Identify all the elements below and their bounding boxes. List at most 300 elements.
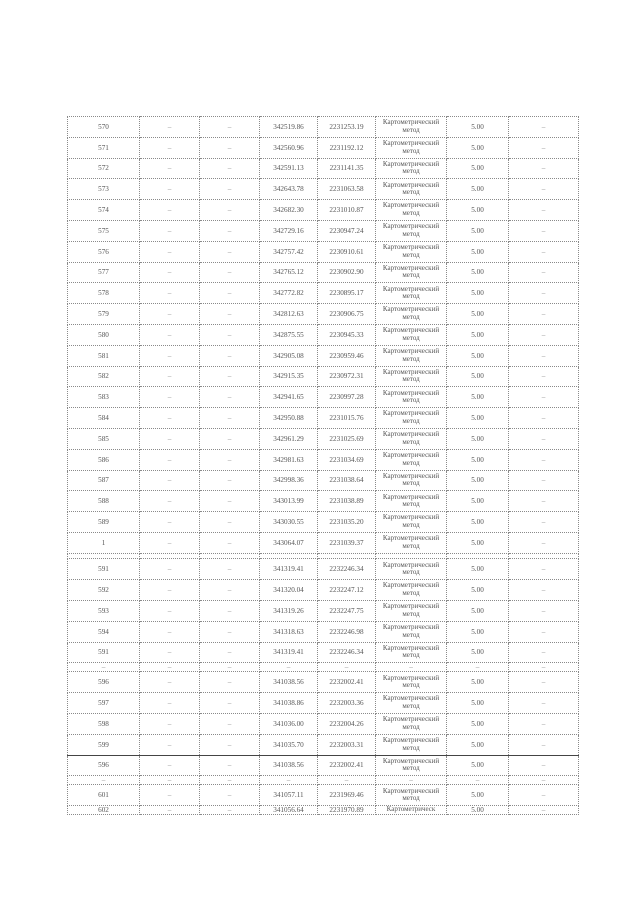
separator-cell: – xyxy=(68,776,140,785)
empty-value-cell: – xyxy=(509,449,579,470)
accuracy-cell: 5.00 xyxy=(447,117,509,138)
point-number-cell: 579 xyxy=(68,304,140,325)
method-cell: Картометрический метод xyxy=(376,345,447,366)
table-row xyxy=(68,283,579,304)
empty-value-cell: – xyxy=(200,449,260,470)
accuracy-cell: 5.00 xyxy=(447,137,509,158)
empty-value-cell: – xyxy=(140,304,200,325)
table-row xyxy=(68,580,579,601)
y-coordinate-cell: 2230910.61 xyxy=(318,241,376,262)
empty-value-cell: – xyxy=(140,559,200,580)
y-coordinate-cell: 2232003.36 xyxy=(318,693,376,714)
empty-value-cell: – xyxy=(200,580,260,601)
empty-value-cell: – xyxy=(509,220,579,241)
method-cell: Картометрический метод xyxy=(376,580,447,601)
method-cell: Картометрический метод xyxy=(376,512,447,533)
method-cell: Картометрический метод xyxy=(376,428,447,449)
y-coordinate-cell: 2231192.12 xyxy=(318,137,376,158)
accuracy-cell: 5.00 xyxy=(447,693,509,714)
x-coordinate-cell: 342643.78 xyxy=(260,179,318,200)
table-row xyxy=(68,428,579,449)
empty-value-cell: – xyxy=(509,491,579,512)
table-row xyxy=(68,600,579,621)
accuracy-cell: 5.00 xyxy=(447,220,509,241)
table-row xyxy=(68,559,579,580)
method-cell: Картометрический метод xyxy=(376,734,447,755)
method-cell: Картометрический метод xyxy=(376,532,447,553)
empty-value-cell: – xyxy=(509,806,579,815)
empty-value-cell: – xyxy=(140,672,200,693)
accuracy-cell: 5.00 xyxy=(447,785,509,806)
empty-value-cell: – xyxy=(140,324,200,345)
point-number-cell: 576 xyxy=(68,241,140,262)
empty-value-cell: – xyxy=(509,512,579,533)
table-row xyxy=(68,324,579,345)
y-coordinate-cell: 2231063.58 xyxy=(318,179,376,200)
empty-value-cell: – xyxy=(140,428,200,449)
empty-value-cell: – xyxy=(509,470,579,491)
table-row xyxy=(68,304,579,325)
empty-value-cell: – xyxy=(140,600,200,621)
y-coordinate-cell: 2230895.17 xyxy=(318,283,376,304)
empty-value-cell: – xyxy=(200,241,260,262)
empty-value-cell: – xyxy=(509,137,579,158)
point-number-cell: 597 xyxy=(68,693,140,714)
y-coordinate-cell: 2231038.64 xyxy=(318,470,376,491)
empty-value-cell: – xyxy=(509,117,579,138)
accuracy-cell: 5.00 xyxy=(447,408,509,429)
method-cell: Картометрический метод xyxy=(376,200,447,221)
empty-value-cell: – xyxy=(140,449,200,470)
empty-value-cell: – xyxy=(509,693,579,714)
empty-value-cell: – xyxy=(509,713,579,734)
method-cell: Картометрический метод xyxy=(376,600,447,621)
accuracy-cell: 5.00 xyxy=(447,491,509,512)
separator-cell: – xyxy=(447,776,509,785)
y-coordinate-cell: 2230947.24 xyxy=(318,220,376,241)
table-row xyxy=(68,345,579,366)
empty-value-cell: – xyxy=(200,117,260,138)
x-coordinate-cell: 343030.55 xyxy=(260,512,318,533)
accuracy-cell: 5.00 xyxy=(447,806,509,815)
x-coordinate-cell: 342812.63 xyxy=(260,304,318,325)
method-cell: Картометрический метод xyxy=(376,755,447,776)
empty-value-cell: – xyxy=(200,491,260,512)
separator-cell: – xyxy=(447,663,509,672)
separator-cell: – xyxy=(509,776,579,785)
point-number-cell: 592 xyxy=(68,580,140,601)
empty-value-cell: – xyxy=(509,387,579,408)
table-row xyxy=(68,200,579,221)
table-row xyxy=(68,734,579,755)
accuracy-cell: 5.00 xyxy=(447,387,509,408)
y-coordinate-cell: 2231025.69 xyxy=(318,428,376,449)
empty-value-cell: – xyxy=(509,283,579,304)
accuracy-cell: 5.00 xyxy=(447,470,509,491)
method-cell: Картометрический метод xyxy=(376,324,447,345)
method-cell: Картометрический метод xyxy=(376,642,447,663)
empty-value-cell: – xyxy=(200,304,260,325)
point-number-cell: 594 xyxy=(68,621,140,642)
point-number-cell: 599 xyxy=(68,734,140,755)
separator-cell: – xyxy=(140,776,200,785)
x-coordinate-cell: 341319.41 xyxy=(260,642,318,663)
method-cell: Картометрический метод xyxy=(376,241,447,262)
empty-value-cell: – xyxy=(140,734,200,755)
empty-value-cell: – xyxy=(140,137,200,158)
point-number-cell: 593 xyxy=(68,600,140,621)
empty-value-cell: – xyxy=(140,755,200,776)
empty-value-cell: – xyxy=(200,512,260,533)
method-cell: Картометрический метод xyxy=(376,449,447,470)
point-number-cell: 572 xyxy=(68,158,140,179)
point-number-cell: 573 xyxy=(68,179,140,200)
empty-value-cell: – xyxy=(509,734,579,755)
empty-value-cell: – xyxy=(140,366,200,387)
empty-value-cell: – xyxy=(140,158,200,179)
table-row xyxy=(68,621,579,642)
empty-value-cell: – xyxy=(140,693,200,714)
separator-cell: – xyxy=(318,663,376,672)
accuracy-cell: 5.00 xyxy=(447,283,509,304)
accuracy-cell: 5.00 xyxy=(447,324,509,345)
accuracy-cell: 5.00 xyxy=(447,559,509,580)
point-number-cell: 586 xyxy=(68,449,140,470)
y-coordinate-cell: 2231969.46 xyxy=(318,785,376,806)
accuracy-cell: 5.00 xyxy=(447,580,509,601)
separator-row xyxy=(68,663,579,672)
y-coordinate-cell: 2231141.35 xyxy=(318,158,376,179)
x-coordinate-cell: 342682.30 xyxy=(260,200,318,221)
x-coordinate-cell: 341319.41 xyxy=(260,559,318,580)
x-coordinate-cell: 341057.11 xyxy=(260,785,318,806)
empty-value-cell: – xyxy=(200,158,260,179)
point-number-cell: 588 xyxy=(68,491,140,512)
method-cell: Картометрический метод xyxy=(376,179,447,200)
empty-value-cell: – xyxy=(140,387,200,408)
point-number-cell: 589 xyxy=(68,512,140,533)
coordinates-table-body xyxy=(68,117,579,815)
separator-cell: – xyxy=(260,663,318,672)
table-row xyxy=(68,262,579,283)
table-row xyxy=(68,220,579,241)
empty-value-cell: – xyxy=(200,408,260,429)
x-coordinate-cell: 342875.55 xyxy=(260,324,318,345)
empty-value-cell: – xyxy=(200,200,260,221)
y-coordinate-cell: 2231034.69 xyxy=(318,449,376,470)
empty-value-cell: – xyxy=(140,220,200,241)
y-coordinate-cell: 2232246.34 xyxy=(318,642,376,663)
empty-value-cell: – xyxy=(140,491,200,512)
method-cell: Картометрический метод xyxy=(376,117,447,138)
empty-value-cell: – xyxy=(200,366,260,387)
method-cell: Картометрический метод xyxy=(376,491,447,512)
empty-value-cell: – xyxy=(509,304,579,325)
table-row xyxy=(68,672,579,693)
method-cell: Картометрический метод xyxy=(376,470,447,491)
empty-value-cell: – xyxy=(509,621,579,642)
point-number-cell: 598 xyxy=(68,713,140,734)
y-coordinate-cell: 2230906.75 xyxy=(318,304,376,325)
point-number-cell: 582 xyxy=(68,366,140,387)
empty-value-cell: – xyxy=(509,580,579,601)
empty-value-cell: – xyxy=(140,532,200,553)
x-coordinate-cell: 343064.07 xyxy=(260,532,318,553)
point-number-cell: 584 xyxy=(68,408,140,429)
method-cell: Картометрический метод xyxy=(376,304,447,325)
separator-cell: – xyxy=(509,663,579,672)
point-number-cell: 596 xyxy=(68,755,140,776)
empty-value-cell: – xyxy=(200,621,260,642)
empty-value-cell: – xyxy=(509,179,579,200)
empty-value-cell: – xyxy=(140,283,200,304)
accuracy-cell: 5.00 xyxy=(447,734,509,755)
y-coordinate-cell: 2231035.20 xyxy=(318,512,376,533)
x-coordinate-cell: 342941.65 xyxy=(260,387,318,408)
accuracy-cell: 5.00 xyxy=(447,158,509,179)
point-number-cell: 578 xyxy=(68,283,140,304)
x-coordinate-cell: 342950.88 xyxy=(260,408,318,429)
x-coordinate-cell: 341038.56 xyxy=(260,672,318,693)
x-coordinate-cell: 342519.86 xyxy=(260,117,318,138)
x-coordinate-cell: 342772.82 xyxy=(260,283,318,304)
coordinates-table-container xyxy=(67,116,579,815)
empty-value-cell: – xyxy=(509,672,579,693)
method-cell: Картометрический метод xyxy=(376,262,447,283)
y-coordinate-cell: 2230997.28 xyxy=(318,387,376,408)
empty-value-cell: – xyxy=(509,366,579,387)
accuracy-cell: 5.00 xyxy=(447,179,509,200)
y-coordinate-cell: 2232002.41 xyxy=(318,672,376,693)
x-coordinate-cell: 341038.86 xyxy=(260,693,318,714)
empty-value-cell: – xyxy=(200,283,260,304)
y-coordinate-cell: 2230902.90 xyxy=(318,262,376,283)
empty-value-cell: – xyxy=(200,713,260,734)
empty-value-cell: – xyxy=(200,470,260,491)
separator-cell: – xyxy=(260,776,318,785)
empty-value-cell: – xyxy=(509,241,579,262)
table-row xyxy=(68,806,579,815)
point-number-cell: 580 xyxy=(68,324,140,345)
coordinates-table xyxy=(67,116,579,815)
point-number-cell: 575 xyxy=(68,220,140,241)
empty-value-cell: – xyxy=(200,428,260,449)
point-number-cell: 571 xyxy=(68,137,140,158)
y-coordinate-cell: 2232002.41 xyxy=(318,755,376,776)
accuracy-cell: 5.00 xyxy=(447,200,509,221)
empty-value-cell: – xyxy=(509,158,579,179)
accuracy-cell: 5.00 xyxy=(447,532,509,553)
empty-value-cell: – xyxy=(140,408,200,429)
y-coordinate-cell: 2231253.19 xyxy=(318,117,376,138)
table-row xyxy=(68,491,579,512)
accuracy-cell: 5.00 xyxy=(447,713,509,734)
separator-cell: – xyxy=(318,776,376,785)
empty-value-cell: – xyxy=(200,137,260,158)
method-cell: Картометрический метод xyxy=(376,785,447,806)
empty-value-cell: – xyxy=(140,806,200,815)
y-coordinate-cell: 2230972.31 xyxy=(318,366,376,387)
point-number-cell: 596 xyxy=(68,672,140,693)
empty-value-cell: – xyxy=(200,559,260,580)
table-row xyxy=(68,387,579,408)
empty-value-cell: – xyxy=(509,428,579,449)
y-coordinate-cell: 2232003.31 xyxy=(318,734,376,755)
x-coordinate-cell: 341035.70 xyxy=(260,734,318,755)
empty-value-cell: – xyxy=(140,642,200,663)
x-coordinate-cell: 342765.12 xyxy=(260,262,318,283)
empty-value-cell: – xyxy=(140,512,200,533)
separator-cell: – xyxy=(68,663,140,672)
x-coordinate-cell: 341318.63 xyxy=(260,621,318,642)
point-number-cell: 601 xyxy=(68,785,140,806)
empty-value-cell: – xyxy=(200,755,260,776)
x-coordinate-cell: 341036.00 xyxy=(260,713,318,734)
x-coordinate-cell: 342998.36 xyxy=(260,470,318,491)
empty-value-cell: – xyxy=(509,642,579,663)
accuracy-cell: 5.00 xyxy=(447,512,509,533)
y-coordinate-cell: 2232246.98 xyxy=(318,621,376,642)
empty-value-cell: – xyxy=(140,117,200,138)
empty-value-cell: – xyxy=(200,734,260,755)
empty-value-cell: – xyxy=(200,532,260,553)
point-number-cell: 585 xyxy=(68,428,140,449)
table-row xyxy=(68,713,579,734)
y-coordinate-cell: 2231010.87 xyxy=(318,200,376,221)
accuracy-cell: 5.00 xyxy=(447,449,509,470)
empty-value-cell: – xyxy=(140,621,200,642)
table-row xyxy=(68,117,579,138)
empty-value-cell: – xyxy=(200,345,260,366)
separator-cell: – xyxy=(376,776,447,785)
empty-value-cell: – xyxy=(200,220,260,241)
empty-value-cell: – xyxy=(200,262,260,283)
empty-value-cell: – xyxy=(200,179,260,200)
point-number-cell: 591 xyxy=(68,642,140,663)
method-cell: Картометрический метод xyxy=(376,158,447,179)
y-coordinate-cell: 2231039.37 xyxy=(318,532,376,553)
table-row xyxy=(68,366,579,387)
x-coordinate-cell: 341038.56 xyxy=(260,755,318,776)
empty-value-cell: – xyxy=(509,345,579,366)
method-cell: Картометрический метод xyxy=(376,672,447,693)
point-number-cell: 602 xyxy=(68,806,140,815)
empty-value-cell: – xyxy=(200,642,260,663)
table-row xyxy=(68,179,579,200)
empty-value-cell: – xyxy=(140,241,200,262)
accuracy-cell: 5.00 xyxy=(447,241,509,262)
point-number-cell: 583 xyxy=(68,387,140,408)
empty-value-cell: – xyxy=(140,200,200,221)
empty-value-cell: – xyxy=(509,200,579,221)
method-cell: Картометрический метод xyxy=(376,693,447,714)
empty-value-cell: – xyxy=(509,559,579,580)
empty-value-cell: – xyxy=(509,600,579,621)
accuracy-cell: 5.00 xyxy=(447,304,509,325)
point-number-cell: 570 xyxy=(68,117,140,138)
table-row xyxy=(68,449,579,470)
x-coordinate-cell: 342915.35 xyxy=(260,366,318,387)
y-coordinate-cell: 2232246.34 xyxy=(318,559,376,580)
x-coordinate-cell: 342560.96 xyxy=(260,137,318,158)
empty-value-cell: – xyxy=(509,755,579,776)
x-coordinate-cell: 342757.42 xyxy=(260,241,318,262)
empty-value-cell: – xyxy=(509,408,579,429)
method-cell: Картометрический метод xyxy=(376,713,447,734)
table-row xyxy=(68,532,579,553)
x-coordinate-cell: 343013.99 xyxy=(260,491,318,512)
accuracy-cell: 5.00 xyxy=(447,621,509,642)
empty-value-cell: – xyxy=(200,785,260,806)
x-coordinate-cell: 342981.63 xyxy=(260,449,318,470)
table-row xyxy=(68,693,579,714)
empty-value-cell: – xyxy=(140,179,200,200)
x-coordinate-cell: 341319.26 xyxy=(260,600,318,621)
empty-value-cell: – xyxy=(140,345,200,366)
y-coordinate-cell: 2232004.26 xyxy=(318,713,376,734)
y-coordinate-cell: 2232247.75 xyxy=(318,600,376,621)
point-number-cell: 581 xyxy=(68,345,140,366)
empty-value-cell: – xyxy=(140,470,200,491)
empty-value-cell: – xyxy=(200,324,260,345)
x-coordinate-cell: 342591.13 xyxy=(260,158,318,179)
empty-value-cell: – xyxy=(140,580,200,601)
method-cell: Картометрический метод xyxy=(376,283,447,304)
y-coordinate-cell: 2230945.33 xyxy=(318,324,376,345)
empty-value-cell: – xyxy=(200,693,260,714)
accuracy-cell: 5.00 xyxy=(447,366,509,387)
method-cell: Картометрический метод xyxy=(376,387,447,408)
method-cell: Картометрический метод xyxy=(376,220,447,241)
method-cell: Картометрический метод xyxy=(376,621,447,642)
table-row xyxy=(68,158,579,179)
x-coordinate-cell: 342905.08 xyxy=(260,345,318,366)
empty-value-cell: – xyxy=(200,672,260,693)
accuracy-cell: 5.00 xyxy=(447,600,509,621)
method-cell: Картометрический метод xyxy=(376,366,447,387)
table-row xyxy=(68,470,579,491)
accuracy-cell: 5.00 xyxy=(447,345,509,366)
accuracy-cell: 5.00 xyxy=(447,262,509,283)
table-row xyxy=(68,241,579,262)
empty-value-cell: – xyxy=(200,806,260,815)
point-number-cell: 591 xyxy=(68,559,140,580)
empty-value-cell: – xyxy=(200,600,260,621)
method-cell: Картометрический метод xyxy=(376,559,447,580)
x-coordinate-cell: 341320.04 xyxy=(260,580,318,601)
point-number-cell: 1 xyxy=(68,532,140,553)
y-coordinate-cell: 2230959.46 xyxy=(318,345,376,366)
table-row xyxy=(68,512,579,533)
x-coordinate-cell: 342729.16 xyxy=(260,220,318,241)
method-cell: Картометрический метод xyxy=(376,137,447,158)
empty-value-cell: – xyxy=(140,262,200,283)
table-row xyxy=(68,785,579,806)
y-coordinate-cell: 2231015.76 xyxy=(318,408,376,429)
y-coordinate-cell: 2231038.89 xyxy=(318,491,376,512)
separator-cell: – xyxy=(200,776,260,785)
empty-value-cell: – xyxy=(509,324,579,345)
x-coordinate-cell: 341056.64 xyxy=(260,806,318,815)
method-cell: Картометрический метод xyxy=(376,408,447,429)
point-number-cell: 577 xyxy=(68,262,140,283)
separator-cell: – xyxy=(200,663,260,672)
accuracy-cell: 5.00 xyxy=(447,428,509,449)
method-cell: Картометрическ xyxy=(376,806,447,815)
empty-value-cell: – xyxy=(140,713,200,734)
y-coordinate-cell: 2231970.89 xyxy=(318,806,376,815)
accuracy-cell: 5.00 xyxy=(447,642,509,663)
